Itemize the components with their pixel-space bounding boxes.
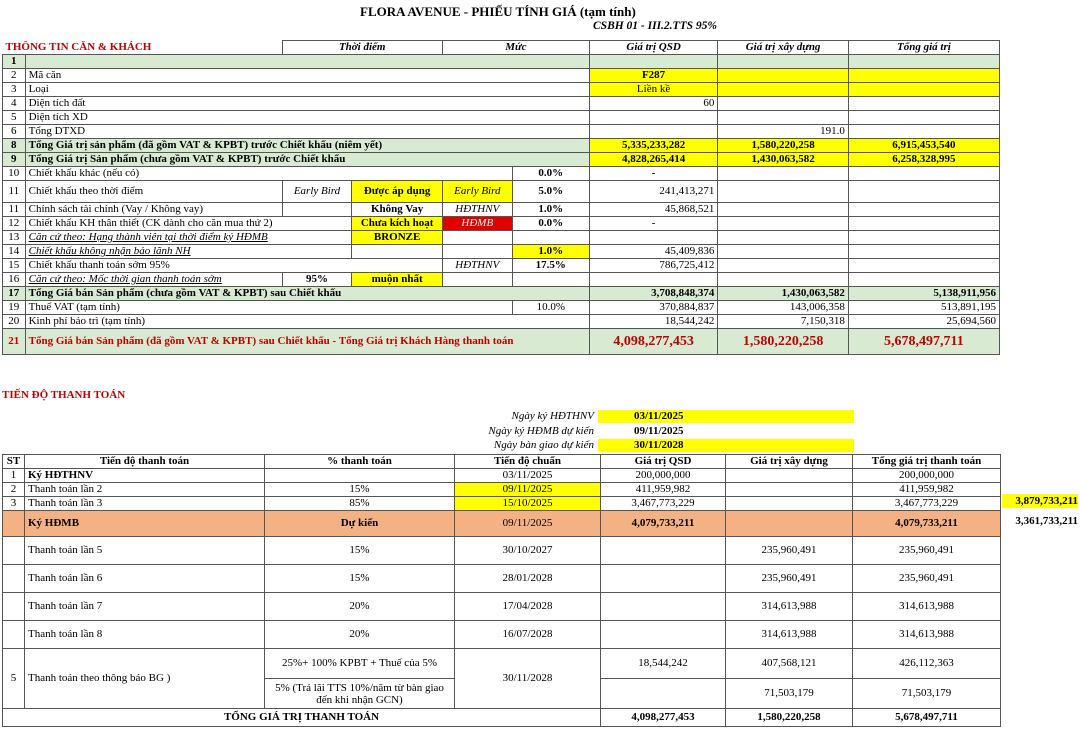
price-row-after-discount: 17 Tổng Giá bán Sản phẩm (chưa gồm VAT & KPBT) sau Chiết khấu 3,708,848,374 1,430,063,582 5,138,911,956	[3, 287, 1000, 301]
price-header-row	[3, 41, 1000, 55]
price-table	[2, 40, 1000, 355]
price-row-pre-discount: 9 Tổng Giá trị Sản phẩm (chưa gồm VAT & KPBT) trước Chiết khấu 4,828,265,414 1,430,063,582 6,258,328,995	[3, 153, 1000, 167]
price-row-total-build: 6 Tổng DTXD 191.0	[3, 125, 1000, 139]
sched-value-hdmb: 09/11/2025	[634, 425, 684, 437]
sheet-subtitle: CSBH 01 - III.2.TTS 95%	[593, 20, 717, 32]
sheet-title: FLORA AVENUE - PHIẾU TÍNH GIÁ (tạm tính)	[360, 4, 636, 19]
price-row-other-discount: 10 Chiết khấu khác (nếu có) 0.0% -	[3, 167, 1000, 181]
schedule-row-1: 1 Ký HĐTHNV 03/11/2025 200,000,000 200,000,000	[3, 469, 1001, 483]
price-row-1: 1	[3, 55, 1000, 69]
price-row-early-bird: 11 Chiết khấu theo thời điểm Early Bird Được áp dụng Early Bird 5.0% 241,413,271	[3, 181, 1000, 203]
price-row-finance: 11 Chính sách tài chính (Vay / Không vay) Không Vay HĐTHNV 1.0% 45,868,521	[3, 203, 1000, 217]
price-row-milestone: 16 Căn cứ theo: Mốc thời gian thanh toán sớm 95% muộn nhất	[3, 273, 1000, 287]
price-row-unit-code: 2 Mã căn F287	[3, 69, 1000, 83]
schedule-row-6: Thanh toán lần 6 15% 28/01/2028 235,960,491 235,960,491	[3, 565, 1001, 593]
schedule-row-handover-b: 5% (Trả lãi TTS 10%/năm từ bàn giao đến khi nhận GCN) 71,503,179 71,503,179	[3, 679, 1001, 709]
price-row-early-payment: 15 Chiết khấu thanh toán sớm 95% HĐTHNV 17.5% 786,725,412	[3, 259, 1000, 273]
price-row-listed: 8 Tổng Giá trị sản phẩm (đã gồm VAT & KPBT) trước Chiết khấu (niêm yết) 5,335,233,282 1,580,220,258 6,915,453,540	[3, 139, 1000, 153]
price-row-land-area: 4 Diện tích đất 60	[3, 97, 1000, 111]
schedule-total-row: TỔNG GIÁ TRỊ THANH TOÁN 4,098,277,453 1,580,220,258 5,678,497,711	[3, 709, 1001, 727]
price-row-type: 3 Loại Liền kề	[3, 83, 1000, 97]
header-rate: Mức	[442, 41, 589, 55]
price-row-grand-total: 21 Tổng Giá bán Sản phẩm (đã gồm VAT & KPBT) sau Chiết khấu - Tổng Giá trị Khách Hàng thanh toán 4,098,277,453 1,580,220,258 5,678,497,711	[3, 329, 1000, 355]
side-value-2: 3,361,733,211	[1015, 515, 1078, 527]
sched-value-handover: 30/11/2028	[598, 439, 854, 452]
sched-value-contract: 03/11/2025	[598, 410, 854, 423]
unit-type-value: Liền kề	[589, 83, 717, 97]
unit-code-value: F287	[589, 69, 717, 83]
schedule-row-handover-a: 5 Thanh toán theo thông báo BG ) 25%+ 100% KPBT + Thuế của 5% 30/11/2028 18,544,242 407,568,121 426,112,363	[3, 649, 1001, 679]
schedule-row-hdmb: Ký HĐMB Dự kiến 09/11/2025 4,079,733,211 4,079,733,211	[3, 511, 1001, 537]
sched-label-contract: Ngày ký HĐTHNV	[511, 410, 594, 422]
schedule-row-3: 3 Thanh toán lần 3 85% 15/10/2025 3,467,773,229 3,467,773,229	[3, 497, 1001, 511]
schedule-header-row: ST Tiến độ thanh toán % thanh toán Tiến độ chuẩn Giá trị QSD Giá trị xây dựng Tổng giá trị thanh toán	[3, 455, 1001, 469]
section2-label: TIẾN ĐỘ THANH TOÁN	[2, 389, 126, 401]
price-row-no-guarantee: 14 Chiết khấu không nhận bảo lãnh NH 1.0% 45,409,836	[3, 245, 1000, 259]
price-row-vat: 19 Thuế VAT (tạm tính) 10.0% 370,884,837 143,006,358 513,891,195	[3, 301, 1000, 315]
price-row-loyal: 12 Chiết khấu KH thân thiết (CK dành cho căn mua thứ 2) Chưa kích hoạt HĐMB 0.0% -	[3, 217, 1000, 231]
schedule-row-2: 2 Thanh toán lần 2 15% 09/11/2025 411,959,982 411,959,982	[3, 483, 1001, 497]
header-qsd: Giá trị QSD	[589, 41, 717, 55]
schedule-row-5: Thanh toán lần 5 15% 30/10/2027 235,960,491 235,960,491	[3, 537, 1001, 565]
header-total: Tổng giá trị	[848, 41, 999, 55]
sched-label-hdmb: Ngày ký HĐMB dự kiến	[488, 425, 594, 437]
header-time: Thời điểm	[282, 41, 442, 55]
header-xd: Giá trị xây dựng	[718, 41, 849, 55]
price-row-build-area: 5 Diện tích XD	[3, 111, 1000, 125]
price-row-maintenance: 20 Kinh phí bảo trì (tạm tính) 18,544,242 7,150,318 25,694,560	[3, 315, 1000, 329]
price-row-membership: 13 Căn cứ theo: Hạng thành viên tại thời điểm ký HĐMB BRONZE	[3, 231, 1000, 245]
section1-label: THÔNG TIN CĂN & KHÁCH	[5, 40, 152, 53]
schedule-row-7: Thanh toán lần 7 20% 17/04/2028 314,613,988 314,613,988	[3, 593, 1001, 621]
schedule-row-8: Thanh toán lần 8 20% 16/07/2028 314,613,988 314,613,988	[3, 621, 1001, 649]
payment-schedule-table	[2, 454, 1001, 727]
side-value-1: 3,879,733,211	[1002, 494, 1078, 508]
sched-label-handover: Ngày bàn giao dự kiến	[493, 439, 594, 451]
